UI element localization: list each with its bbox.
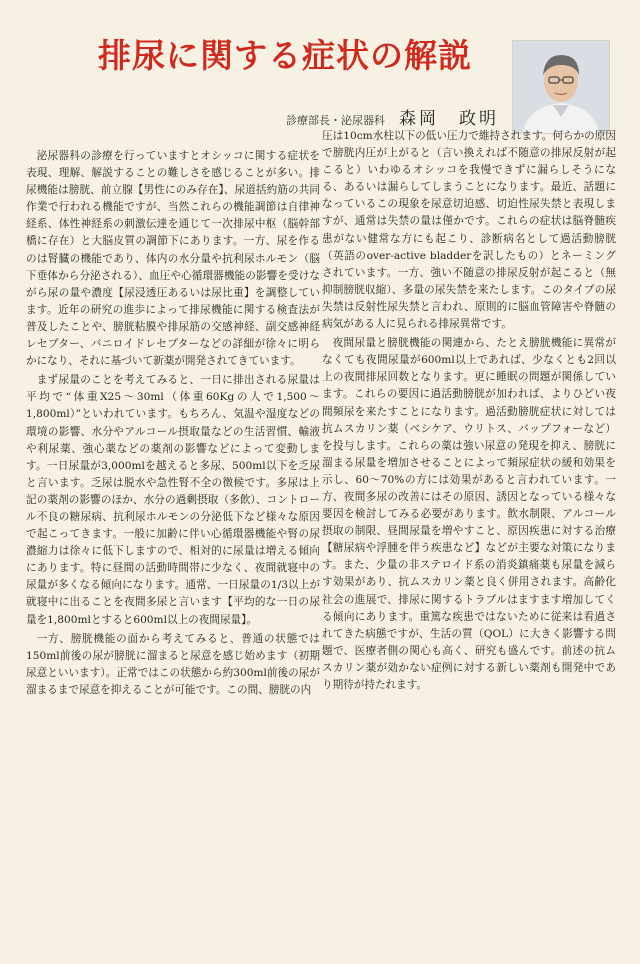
paragraph: 泌尿器科の診療を行っていますとオシッコに関する症状を表現、理解、解説することの難しさを感じることが多い。排尿機能は膀胱、前立腺【男性にのみ存在】、尿道括約筋の共同作業で行われる機能ですが、当然これらの機能調節は自律神経系、体性神経系の刺激伝達を通じて一次排尿中枢（脳幹部橋に存在）と大脳皮質の調節下にあります。一方、尿を作るのは腎臓の機能であり、体内の水分量や抗利尿ホルモン（脳下垂体から分泌される）、血圧や心循環器機能の影響を受けながら尿の量や濃度【尿浸透圧あるいは尿比重】を調整しています。近年の研究の進歩によって排尿機能に関する検査法が普及したことや、膀胱粘膜や排尿筋の交感神経、副交感神経レセプター、バニロイドレセプターなどの詳細が徐々に明らかになり、それに基づいて新薬が開発されてきています。 [26,150,320,368]
author-portrait-photo [512,40,610,134]
author-byline [286,104,499,129]
paragraph: 圧は10cm水柱以下の低い圧力で維持されます。何らかの原因で膀胱内圧が上がると（言い換えれば不随意の排尿反射が起こると）いわゆるオシッコを我慢できずに漏らしそうになる、あるいは漏らしてしまうことになります。最近、話題になっているこの現象を尿意切迫感、切迫性尿失禁と表現しますが、通常は失禁の量は僅かです。これらの症状は脳脊髄疾患がない健常な方にも起こり、診断病名として過活動膀胱（英語のover-active bladderを訳したもの）とネーミングされています。一方、強い不随意の排尿反射が起こると（無抑制膀胱収縮）、多量の尿失禁を来たします。このタイプの尿失禁は反射性尿失禁と言われ、原則的に脳血管障害や脊髄の病気がある人に見られる排尿異常です。 [322,130,616,331]
paragraph: まず尿量のことを考えてみると、一日に排出される尿量は平均で“体重X25～30ml（体重60Kgの人で1,500～1,800ml）”といわれています。もちろん、気温や湿度などの環境の影響、水分やアルコール摂取量などの生活習慣、輸液や利尿薬、強心薬などの薬剤の影響などによって変動します。一日尿量が3,000mlを越えると多尿、500ml以下を乏尿と言います。乏尿は脱水や急性腎不全の徴候です。多尿は上記の薬剤の影響のほか、水分の過剰摂取（多飲）、コントロール不良の糖尿病、抗利尿ホルモンの分泌低下など様々な原因で起こってきます。一般に加齢に伴い心循環器機能や腎の尿濃縮力は徐々に低下しますので、相対的に尿量は増える傾向にあります。特に昼間の活動時間帯に少なく、夜間就寝中の尿量が多くなる傾向になります。通常、一日尿量の1/3以上が就寝中に出ることを夜間多尿と言います【平均的な一日の尿量を1,800mlとすると600ml以上の夜間尿量】。 [26,374,320,626]
author-name: 森岡 政明 [399,109,499,129]
portrait-photo-icon [513,41,609,133]
author-role: 診療部長・泌尿器科 [286,114,385,127]
article-title: 排尿に関する症状の解説 [98,36,472,75]
paragraph: 一方、膀胱機能の面から考えてみると、普通の状態では150ml前後の尿が膀胱に溜まると尿意を感じ始めます（初期尿意といいます）。正常ではこの状態から約300ml前後の尿が溜まるまで尿意を抑えることが可能です。この間、膀胱の内 [26,632,320,696]
article-right-column [322,128,616,928]
paragraph: 夜間尿量と膀胱機能の関連から、たとえ膀胱機能に異常がなくても夜間尿量が600ml以上であれば、少なくとも2回以上の夜間排尿回数となります。更に睡眠の問題が関係しています。これらの要因に過活動膀胱が加われば、よりひどい夜間頻尿を来たすことになります。過活動膀胱症状に対しては抗ムスカリン薬（ベシケア、ウリトス、バップフォーなど）を投与します。これらの薬は強い尿意の発現を抑え、膀胱に溜まる尿量を増加させることによって頻尿症状の緩和効果を示し、60～70%の方には効果があると言われています。一方、夜間多尿の改善にはその原因、誘因となっている様々な要因を検討してみる必要があります。飲水制限、アルコール摂取の制限、昼間尿量を増やすこと、原因疾患に対する治療【糖尿病や浮腫を伴う疾患など】などが主要な対策になります。また、少量の非ステロイド系の消炎鎮痛薬も尿量を減らす効果があり、抗ムスカリン薬と良く併用されます。高齢化社会の進展で、排尿に関するトラブルはますます増加してくる傾向にあります。重篤な疾患ではないために従来は看過されてきた病態ですが、生活の質（QOL）に大きく影響する問題で、医療者側の関心も高く、研究も盛んです。前述の抗ムスカリン薬が効かない症例に対する新しい薬剤も開発中であり期待が持たれます。 [322,337,616,691]
article-left-column [26,148,320,948]
